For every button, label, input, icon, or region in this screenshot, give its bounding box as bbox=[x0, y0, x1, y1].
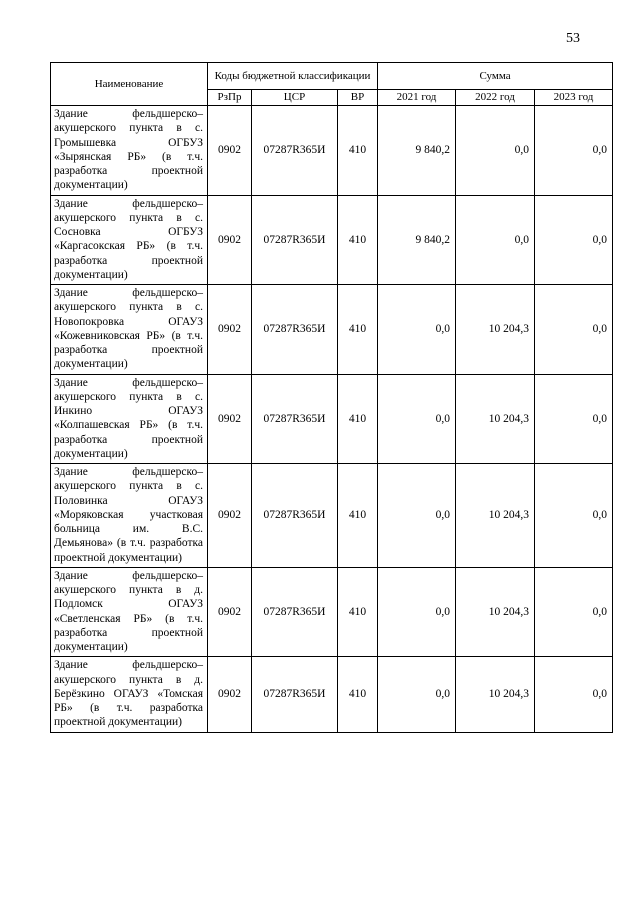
col-header-csr: ЦСР bbox=[252, 90, 338, 106]
name-cell: Здание фельдшерско–акушерского пункта в д. Подломск ОГАУЗ «Светленская РБ» (в т.ч. разработка проектной документации) bbox=[51, 567, 208, 657]
col-header-rzpr: РзПр bbox=[208, 90, 252, 106]
rzpr-cell: 0902 bbox=[208, 374, 252, 464]
table-row bbox=[51, 374, 613, 464]
vr-cell: 410 bbox=[338, 657, 378, 732]
sum-2022-cell: 0,0 bbox=[456, 195, 535, 285]
csr-cell: 07287R365И bbox=[252, 374, 338, 464]
table-row bbox=[51, 106, 613, 196]
table-row bbox=[51, 464, 613, 568]
csr-cell: 07287R365И bbox=[252, 464, 338, 568]
sum-2021-cell: 0,0 bbox=[378, 657, 456, 732]
sum-2023-cell: 0,0 bbox=[535, 464, 613, 568]
sum-2021-cell: 9 840,2 bbox=[378, 195, 456, 285]
sum-2023-cell: 0,0 bbox=[535, 567, 613, 657]
sum-2022-cell: 0,0 bbox=[456, 106, 535, 196]
sum-2022-cell: 10 204,3 bbox=[456, 374, 535, 464]
sum-2022-cell: 10 204,3 bbox=[456, 285, 535, 375]
rzpr-cell: 0902 bbox=[208, 464, 252, 568]
budget-table bbox=[50, 62, 613, 733]
sum-2021-cell: 0,0 bbox=[378, 567, 456, 657]
col-header-2023: 2023 год bbox=[535, 90, 613, 106]
vr-cell: 410 bbox=[338, 374, 378, 464]
sum-2023-cell: 0,0 bbox=[535, 285, 613, 375]
sum-2023-cell: 0,0 bbox=[535, 106, 613, 196]
table-header bbox=[51, 63, 613, 106]
sum-2021-cell: 0,0 bbox=[378, 464, 456, 568]
table-row bbox=[51, 195, 613, 285]
name-cell: Здание фельдшерско–акушерского пункта в с. Инкино ОГАУЗ «Колпашевская РБ» (в т.ч. разработка проектной документации) bbox=[51, 374, 208, 464]
name-cell: Здание фельдшерско–акушерского пункта в с. Громышевка ОГБУЗ «Зырянская РБ» (в т.ч. разработка проектной документации) bbox=[51, 106, 208, 196]
vr-cell: 410 bbox=[338, 106, 378, 196]
sum-2022-cell: 10 204,3 bbox=[456, 657, 535, 732]
col-header-2022: 2022 год bbox=[456, 90, 535, 106]
csr-cell: 07287R365И bbox=[252, 285, 338, 375]
sum-2023-cell: 0,0 bbox=[535, 195, 613, 285]
csr-cell: 07287R365И bbox=[252, 195, 338, 285]
col-header-2021: 2021 год bbox=[378, 90, 456, 106]
sum-2021-cell: 0,0 bbox=[378, 285, 456, 375]
vr-cell: 410 bbox=[338, 464, 378, 568]
rzpr-cell: 0902 bbox=[208, 195, 252, 285]
csr-cell: 07287R365И bbox=[252, 106, 338, 196]
col-header-name: Наименование bbox=[51, 63, 208, 106]
rzpr-cell: 0902 bbox=[208, 657, 252, 732]
name-cell: Здание фельдшерско–акушерского пункта в с. Новопокровка ОГАУЗ «Кожевниковская РБ» (в т.ч. разработка проектной документации) bbox=[51, 285, 208, 375]
csr-cell: 07287R365И bbox=[252, 657, 338, 732]
name-cell: Здание фельдшерско–акушерского пункта в с. Половинка ОГАУЗ «Моряковская участковая больница им. В.С. Демьянова» (в т.ч. разработка проектной документации) bbox=[51, 464, 208, 568]
sum-2022-cell: 10 204,3 bbox=[456, 567, 535, 657]
name-cell: Здание фельдшерско–акушерского пункта в с. Сосновка ОГБУЗ «Каргасокская РБ» (в т.ч. разработка проектной документации) bbox=[51, 195, 208, 285]
page-number: 53 bbox=[566, 31, 580, 46]
sum-2021-cell: 0,0 bbox=[378, 374, 456, 464]
col-header-vr: ВР bbox=[338, 90, 378, 106]
rzpr-cell: 0902 bbox=[208, 567, 252, 657]
sum-2022-cell: 10 204,3 bbox=[456, 464, 535, 568]
vr-cell: 410 bbox=[338, 195, 378, 285]
vr-cell: 410 bbox=[338, 567, 378, 657]
vr-cell: 410 bbox=[338, 285, 378, 375]
sum-2023-cell: 0,0 bbox=[535, 657, 613, 732]
csr-cell: 07287R365И bbox=[252, 567, 338, 657]
table-row bbox=[51, 285, 613, 375]
sum-2021-cell: 9 840,2 bbox=[378, 106, 456, 196]
table-row bbox=[51, 567, 613, 657]
sum-2023-cell: 0,0 bbox=[535, 374, 613, 464]
col-header-codes-group: Коды бюджетной классификации bbox=[208, 63, 378, 90]
rzpr-cell: 0902 bbox=[208, 106, 252, 196]
col-header-sum-group: Сумма bbox=[378, 63, 613, 90]
table-row bbox=[51, 657, 613, 732]
name-cell: Здание фельдшерско–акушерского пункта в д. Берёзкино ОГАУЗ «Томская РБ» (в т.ч. разработка проектной документации) bbox=[51, 657, 208, 732]
rzpr-cell: 0902 bbox=[208, 285, 252, 375]
